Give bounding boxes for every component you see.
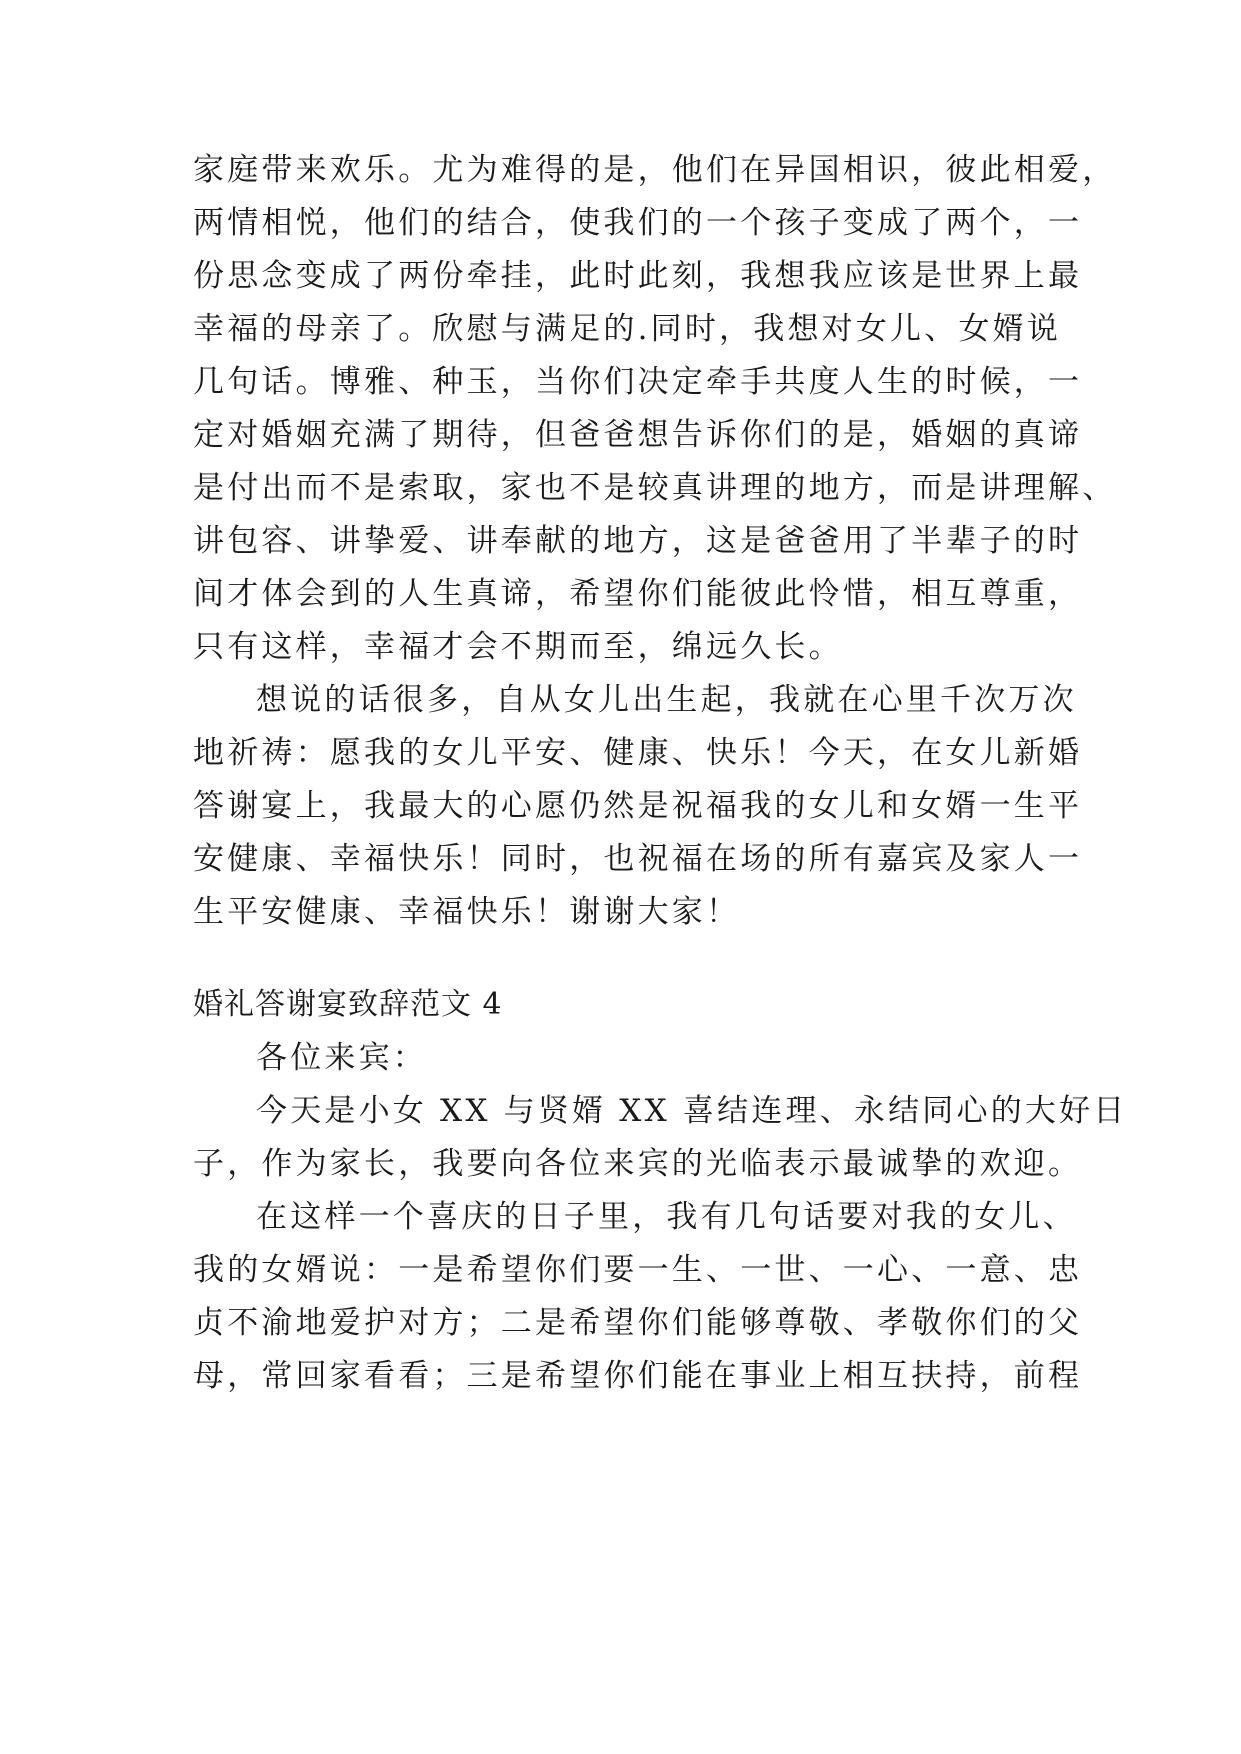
body-text-line: 家庭带来欢乐。尤为难得的是，他们在异国相识，彼此相爱， [193, 152, 1117, 188]
body-text-line: 地祈祷：愿我的女儿平安、健康、快乐！今天，在女儿新婚 [193, 735, 1083, 771]
salutation: 各位来宾： [256, 1040, 427, 1076]
body-text-line: 两情相悦，他们的结合，使我们的一个孩子变成了两个，一 [193, 205, 1083, 241]
body-text-line: 只有这样，幸福才会不期而至，绵远久长。 [193, 629, 843, 665]
body-text-line: 答谢宴上，我最大的心愿仍然是祝福我的女儿和女婿一生平 [193, 788, 1083, 824]
body-text-line: 生平安健康、幸福快乐！谢谢大家！ [193, 894, 741, 930]
body-text-line: 贞不渝地爱护对方；二是希望你们能够尊敬、孝敬你们的父 [193, 1305, 1083, 1341]
body-text-line: 间才体会到的人生真谛，希望你们能彼此怜惜，相互尊重， [193, 576, 1083, 612]
body-text-line: 讲包容、讲挚爱、讲奉献的地方，这是爸爸用了半辈子的时 [193, 523, 1083, 559]
body-text-line: 份思念变成了两份牵挂，此时此刻，我想我应该是世界上最 [193, 258, 1083, 294]
body-text-line: 定对婚姻充满了期待，但爸爸想告诉你们的是，婚姻的真谛 [193, 417, 1083, 453]
body-text-line: 是付出而不是索取，家也不是较真讲理的地方，而是讲理解、 [193, 470, 1117, 506]
body-text-line: 幸福的母亲了。欣慰与满足的.同时，我想对女儿、女婿说 [193, 311, 1062, 347]
section-heading: 婚礼答谢宴致辞范文 4 [193, 987, 503, 1022]
body-text-line: 几句话。博雅、种玉，当你们决定牵手共度人生的时候，一 [193, 364, 1083, 400]
body-text-line: 我的女婿说：一是希望你们要一生、一世、一心、一意、忠 [193, 1252, 1083, 1288]
paragraph-first-line: 在这样一个喜庆的日子里，我有几句话要对我的女儿、 [256, 1199, 1077, 1235]
body-text-line: 子，作为家长，我要向各位来宾的光临表示最诚挚的欢迎。 [193, 1146, 1083, 1182]
body-text-line: 母，常回家看看；三是希望你们能在事业上相互扶持，前程 [193, 1358, 1083, 1394]
body-text-line: 安健康、幸福快乐！同时，也祝福在场的所有嘉宾及家人一 [193, 841, 1083, 877]
paragraph-first-line: 想说的话很多，自从女儿出生起，我就在心里千次万次 [256, 682, 1077, 718]
paragraph-first-line: 今天是小女 XX 与贤婿 XX 喜结连理、永结同心的大好日 [256, 1093, 1128, 1129]
